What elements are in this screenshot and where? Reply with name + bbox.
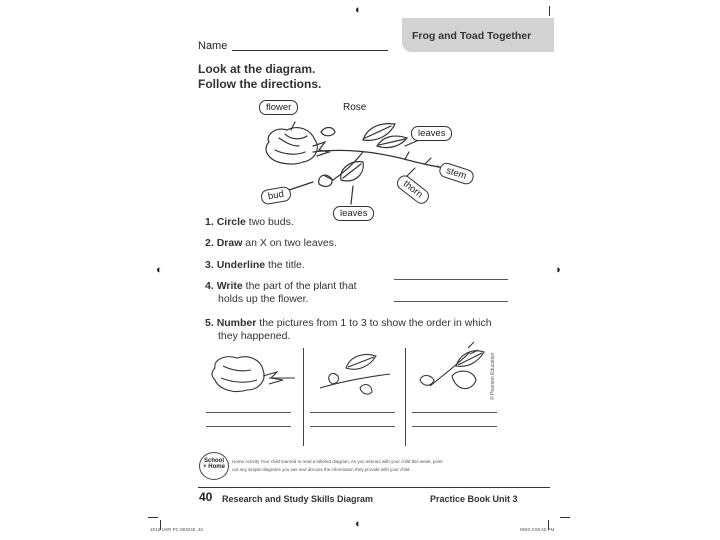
question-5-line-2: they happened. bbox=[218, 330, 291, 342]
footer-book: Practice Book Unit 3 bbox=[430, 494, 518, 504]
copyright: © Pearson Education bbox=[490, 352, 496, 400]
question-5: 5. Number the pictures from 1 to 3 to show the order in which bbox=[205, 317, 492, 329]
footer-section: Research and Study Skills Diagram bbox=[222, 494, 374, 504]
label-leaves-bottom: leaves bbox=[333, 206, 374, 221]
sequence-answer-1a[interactable] bbox=[206, 412, 291, 413]
instruction-line-2: Follow the directions. bbox=[198, 77, 322, 91]
rose-bud-picture bbox=[310, 348, 402, 400]
sequence-divider-1 bbox=[303, 348, 304, 446]
question-3: 3. Underline the title. bbox=[205, 259, 305, 271]
label-stem: stem bbox=[438, 161, 476, 186]
sequence-answer-2b[interactable] bbox=[310, 426, 395, 427]
home-activity-line-1: Home Activity Your child learned to read a labeled diagram. As you interact with your child this week, point bbox=[232, 459, 443, 464]
logo-line-1: School bbox=[203, 458, 224, 464]
rose-diagram bbox=[255, 96, 485, 226]
print-slug-left: 1E16 LWR PC 983040 .43 bbox=[150, 527, 203, 532]
page-title: Frog and Toad Together bbox=[412, 30, 532, 42]
label-leaves-top: leaves bbox=[411, 126, 452, 141]
label-thorn: thorn bbox=[394, 173, 431, 207]
sequence-answer-3b[interactable] bbox=[412, 426, 497, 427]
crop-mark-top bbox=[549, 6, 550, 16]
sequence-picture-1 bbox=[205, 348, 300, 400]
footer-rule bbox=[198, 487, 550, 488]
logo-line-2: + Home bbox=[203, 464, 225, 470]
registration-mark-bottom-icon: ◐ bbox=[355, 518, 362, 530]
crop-mark-bottom-right bbox=[560, 517, 570, 518]
sequence-answer-2a[interactable] bbox=[310, 412, 395, 413]
stem-line bbox=[313, 150, 445, 168]
label-flower: flower bbox=[259, 100, 298, 115]
registration-mark-right-icon: ◑ bbox=[554, 264, 561, 276]
sequence-answer-3a[interactable] bbox=[412, 412, 497, 413]
answer-line-4a[interactable] bbox=[394, 279, 508, 280]
school-home-logo bbox=[199, 452, 229, 480]
crop-mark-bottom-left bbox=[148, 517, 158, 518]
bud-top bbox=[321, 128, 335, 136]
name-label: Name bbox=[198, 40, 228, 52]
sequence-picture-2 bbox=[310, 348, 402, 400]
registration-mark-top-icon: ◐ bbox=[355, 4, 362, 16]
answer-line-4b[interactable] bbox=[394, 301, 508, 302]
instruction-line-1: Look at the diagram. bbox=[198, 62, 316, 76]
page-number: 40 bbox=[199, 490, 213, 504]
question-4-line-2: holds up the flower. bbox=[218, 293, 309, 305]
sequence-answer-1b[interactable] bbox=[206, 426, 291, 427]
question-1: 1. Circle two buds. bbox=[205, 216, 294, 228]
diagram-title: Rose bbox=[343, 102, 367, 113]
question-2: 2. Draw an X on two leaves. bbox=[205, 237, 337, 249]
home-activity-line-2: out any simple diagrams you see and discuss the information they provide with your child. bbox=[232, 467, 411, 472]
registration-mark-left-icon: ◐ bbox=[156, 264, 163, 276]
question-4: 4. Write the part of the plant that bbox=[205, 280, 357, 292]
label-bud: bud bbox=[260, 186, 292, 206]
rose-flower-picture bbox=[205, 348, 300, 400]
print-slug-right: 9593 3:06:45 PM bbox=[520, 527, 555, 532]
name-field[interactable] bbox=[232, 50, 388, 51]
sequence-divider-2 bbox=[405, 348, 406, 446]
flower-shape bbox=[266, 128, 317, 164]
